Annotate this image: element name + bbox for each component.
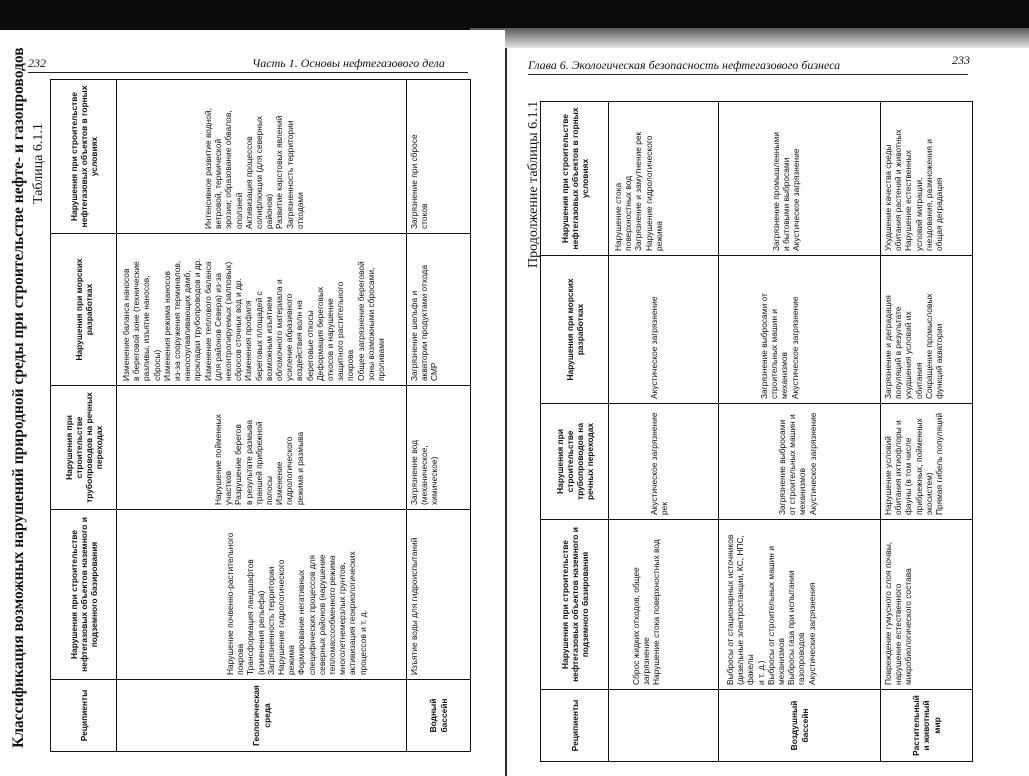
cell-text-line: Загрязнение промышленными (771, 132, 781, 251)
mountain-cell (117, 80, 407, 234)
onshore-cell (117, 510, 407, 680)
cell-text-line: Загрязнение вод (409, 440, 419, 505)
cell-text-line: Выбросы от строительных машин и (765, 546, 776, 685)
cell-text-line: режима и размыва (294, 431, 305, 505)
cell-text-line: гнездования, размножения и (923, 139, 934, 251)
header-onshore: Нарушения при строительстве нефтегазовых объектов наземного и подземного базирования (51, 510, 117, 680)
recipient-cell (609, 690, 719, 762)
cell-text-line: Нарушение стока поверхностных вод (651, 539, 662, 685)
cell-text-line: Изменения режима наносов (161, 271, 172, 381)
cell-text-line: процессов и т. д. (357, 610, 368, 675)
cell-text-line: Акустическое загрязнение (789, 296, 800, 399)
cell-text-line: стоков (419, 203, 430, 229)
river-cell (117, 386, 407, 510)
cell-text-line: Прямая гибель популяций (934, 412, 945, 515)
cell-text-line: химическое) (429, 456, 440, 505)
right-running-head: Глава 6. Экологическая безопасность нефтегазового бизнеса (528, 58, 841, 72)
recipient-cell (719, 690, 881, 762)
cell-text-line: возможным изъятием (263, 296, 274, 381)
cell-text-line: наносоулавливающих дамб, (182, 270, 193, 381)
onshore-cell (609, 520, 719, 690)
cell-text-line: Нарушение гидрологического (643, 135, 654, 251)
cell-text-line: режима (653, 221, 664, 251)
offshore-cell (719, 256, 881, 404)
cell-text-line: акватории продуктами отхода (419, 265, 430, 381)
cell-text-line: обитания растений и животных (893, 129, 904, 251)
cell-text-line: мир (931, 717, 942, 734)
cell-text-line: береговые откосы (304, 310, 315, 381)
cell-text-line: Изменение теплового баланса (202, 261, 213, 381)
cell-text-line: (изменения рельефа) (255, 590, 266, 675)
cell-text-line: Формирование негативных (296, 569, 307, 675)
cell-text-line: Разрушение берегов (233, 424, 244, 505)
header-mountain: Нарушения при строительстве нефтегазовых объектов в горных условиях (51, 80, 117, 234)
cell-text-line: и т. д.) (755, 660, 766, 685)
cell-text-line: механизмов (797, 468, 808, 515)
cell-text-line: и бытовыми выбросами (781, 157, 792, 251)
left-table (50, 79, 471, 752)
cell-text-line: Загрязнение и замутнение рек (633, 131, 644, 251)
table-row (719, 102, 881, 762)
cell-text-line: Загрязнение при сбросе (409, 134, 419, 229)
cell-text-line: функций акватории (934, 323, 945, 399)
cell-text-line: Нарушение гидрологического (276, 559, 287, 675)
cell-text-line: рек (659, 502, 670, 515)
header-offshore: Нарушения при морских разработках (51, 234, 117, 386)
cell-text-line: Загрязнение и деградация (883, 295, 893, 399)
cell-text-line: прокладки трубопроводов и др. (192, 258, 203, 381)
recipient-cell (117, 680, 407, 752)
cell-text-line: в береговой зоне (технические (131, 261, 142, 381)
cell-text-line: Изменения профиля (243, 300, 254, 381)
cell-text-line: обломочного материала и (274, 279, 285, 381)
table-row (881, 102, 973, 762)
mountain-cell (407, 80, 471, 234)
offshore-cell (881, 256, 973, 404)
offshore-cell (609, 256, 719, 404)
cell-text-line: механизмов (776, 638, 787, 685)
cell-text-line: многолетнемерзлых грунтов, (337, 562, 348, 675)
cell-text-line: Акустическое загрязнение (649, 296, 659, 399)
cell-text-line: покрова (345, 349, 356, 381)
cell-text-line: оползней (233, 192, 244, 229)
cell-text-line: Растительный (911, 695, 922, 756)
mountain-cell (609, 102, 719, 256)
right-head-rule (528, 74, 968, 75)
left-head-rule (28, 72, 468, 73)
cell-text-line: Выбросы от стационарных источников (725, 534, 735, 685)
cell-text-line: Сброс жидких отходов, общее (631, 567, 641, 685)
cell-text-line: Нарушение стока (613, 182, 623, 251)
cell-text-line: Акустическое загрязнение (649, 412, 659, 515)
cell-text-line: Нарушение условий (883, 436, 893, 515)
cell-text-line: (механическое, (419, 445, 430, 505)
cell-text-line: сбросов сточных вод и др. (233, 278, 244, 381)
cell-text-line: проливами (376, 338, 387, 381)
cell-text-line: бассейн (799, 708, 810, 743)
header-recipients: Реципиенты (51, 680, 117, 752)
mountain-cell (719, 102, 881, 256)
cell-text-line: полосы (264, 476, 275, 505)
left-header-row (51, 80, 117, 752)
offshore-cell (117, 234, 407, 386)
cell-text-line: Акустические загрязнения (806, 582, 817, 685)
cell-text-line: солифлюкции (для северных (254, 115, 265, 229)
cell-text-line: Водный (428, 698, 439, 733)
cell-text-line: неконтролируемых (залповых) (223, 261, 234, 381)
cell-text-line: поверхностных вод (623, 175, 634, 251)
cell-text-line: гидрологического (284, 436, 295, 505)
cell-text-line: обитания (913, 362, 924, 399)
recipient-cell (881, 690, 973, 762)
cell-text-line: Активизация процессов (243, 136, 254, 229)
cell-text-line: ветровой, термической (213, 138, 224, 229)
cell-text-line: Сокращение промысловых (923, 293, 934, 399)
cell-text-line: факелы (745, 654, 756, 685)
cell-text-line: Деформация береговых (314, 286, 325, 381)
cell-text-line: среда (261, 703, 272, 728)
cell-text-line: Геологическая (251, 685, 262, 746)
table-row (117, 80, 407, 752)
cell-text-line: ухудшения условий их (903, 311, 914, 399)
cell-text-line: популяций в результате (893, 306, 904, 399)
cell-text-line: северных районов (нарушение (316, 554, 327, 675)
cell-text-line: бассейн (438, 698, 449, 733)
cell-text-line: Интенсивное развитие водной, (203, 108, 213, 229)
cell-text-line: воздействия волн на (294, 300, 305, 381)
cell-text-line: Выбросы газа при испытании (786, 570, 797, 685)
cell-text-line: Нарушение почвенно-растительного (225, 532, 235, 675)
header-recipients: Реципиенты (541, 690, 609, 762)
right-header-row (541, 102, 609, 762)
header-river: Нарушения при строительстве трубопроводов на речных переходах (51, 386, 117, 510)
right-table-number: Продолжение таблицы 6.1.1 (526, 100, 541, 268)
recipient-cell (407, 680, 471, 752)
cell-text-line: Развитие карстовых явлений (274, 115, 285, 229)
cell-text-line: фауны (в том числе (903, 437, 914, 515)
offshore-cell (407, 234, 471, 386)
header-mountain: Нарушения при строительстве нефтегазовых объектов в горных условиях (541, 102, 609, 256)
cell-text-line: траншей прибрежной (253, 421, 264, 505)
cell-text-line: Загрязнение шельфа и (409, 290, 419, 381)
cell-text-line: в результате размыва (243, 419, 254, 505)
left-table-title: Классификация возможных нарушений природной среды при строительстве нефте- и газопроводов (10, 47, 27, 748)
cell-text-line: прибрежных, пойменных (913, 418, 924, 515)
left-page-number: 232 (28, 56, 46, 70)
header-onshore: Нарушения при строительстве нефтегазовых объектов наземного и подземного базирования (541, 520, 609, 690)
cell-text-line: Загрязнение выбросами (777, 419, 787, 515)
cell-text-line: защитного растительного (335, 281, 346, 381)
header-offshore: Нарушения при морских разработках (541, 256, 609, 404)
cell-text-line: экосистем) (923, 472, 934, 515)
left-table-number: Таблица 6.1.1 (31, 123, 46, 204)
top-shadow (0, 0, 1029, 30)
cell-text-line: условий миграции, (913, 177, 924, 251)
river-cell (407, 386, 471, 510)
river-cell (719, 404, 881, 520)
cell-text-line: разливы, изъятие наносов, (141, 275, 152, 381)
onshore-cell (407, 510, 471, 680)
right-page-number: 233 (952, 53, 970, 67)
cell-text-line: и животный (921, 700, 932, 751)
cell-text-line: Акустическое загрязнение (807, 412, 818, 515)
cell-text-line: Воздушный (789, 700, 800, 751)
cell-text-line: участков (223, 470, 234, 505)
cell-text-line: эрозии; образование обвалов, (223, 110, 234, 229)
cell-text-line: Акустическое загрязнение (791, 148, 802, 251)
cell-text-line: Общее загрязнение береговой (355, 261, 366, 381)
cell-text-line: Трансформация ландшафтов (245, 559, 256, 675)
cell-text-line: Загрязненность территории (284, 120, 295, 229)
cell-text-line: береговых площадей с (253, 291, 264, 381)
mountain-cell (881, 102, 973, 256)
cell-text-line: Нарушение пойменных (213, 414, 223, 505)
cell-text-line: откосов и нарушение (325, 298, 336, 381)
cell-text-line: специфических процессов для (306, 555, 317, 675)
left-running-head: Часть 1. Основы нефтегазового дела (252, 56, 445, 70)
cell-text-line: сбросы) (151, 349, 162, 381)
cell-text-line: из-за сооружения терминалов, (172, 260, 183, 381)
cell-text-line: общая деградация (934, 177, 945, 251)
left-table-frame (50, 80, 470, 752)
cell-text-line: районов) (264, 193, 275, 229)
cell-text-line: зоны возможными сбросами, (365, 267, 376, 381)
cell-text-line: усиление абразивного (284, 293, 295, 381)
cell-text-line: тепломассообменного режима (327, 555, 338, 675)
cell-text-line: газопроводов (796, 632, 807, 685)
cell-text-line: отходами (294, 192, 305, 229)
river-cell (609, 404, 719, 520)
cell-text-line: Ухудшение качества среды (883, 144, 893, 251)
cell-text-line: от строительных машин и (787, 414, 798, 515)
cell-text-line: Изменение баланса наносов (121, 268, 131, 381)
cell-text-line: (дизельные электростанции, КС, НПС, (735, 535, 746, 685)
right-table (540, 101, 973, 762)
cell-text-line: режима (286, 645, 297, 675)
cell-text-line: СМР (429, 362, 440, 381)
onshore-cell (719, 520, 881, 690)
cell-text-line: обитания ихтиофлоры и (893, 420, 904, 515)
table-row (407, 80, 471, 752)
cell-text-line: Загрязненность территории (265, 566, 276, 675)
cell-text-line: Изменение (274, 461, 285, 505)
cell-text-line: Загрязнение выбросами от (759, 293, 769, 399)
header-river: Нарушения при строительстве трубопроводов на речных переходах (541, 404, 609, 520)
cell-text-line: активизация геокриологических (347, 551, 358, 675)
cell-text-line: Повреждение гумусного слоя почвы, (883, 541, 893, 685)
cell-text-line: механизмов (779, 352, 790, 399)
cell-text-line: (для районов Севера) из-за (212, 272, 223, 381)
table-row (609, 102, 719, 762)
cell-text-line: строительных машин и (769, 309, 780, 399)
right-table-frame (540, 102, 972, 762)
river-cell (881, 404, 973, 520)
cell-text-line: покрова (235, 643, 246, 675)
cell-text-line: Изъятие воды для гидроиспытаний (409, 537, 419, 675)
cell-text-line: нарушение естественного (893, 583, 904, 685)
cell-text-line: Нарушение естественных (903, 150, 914, 251)
cell-text-line: загрязнение (641, 637, 652, 685)
onshore-cell (881, 520, 973, 690)
cell-text-line: микробиологического состава (903, 568, 914, 685)
